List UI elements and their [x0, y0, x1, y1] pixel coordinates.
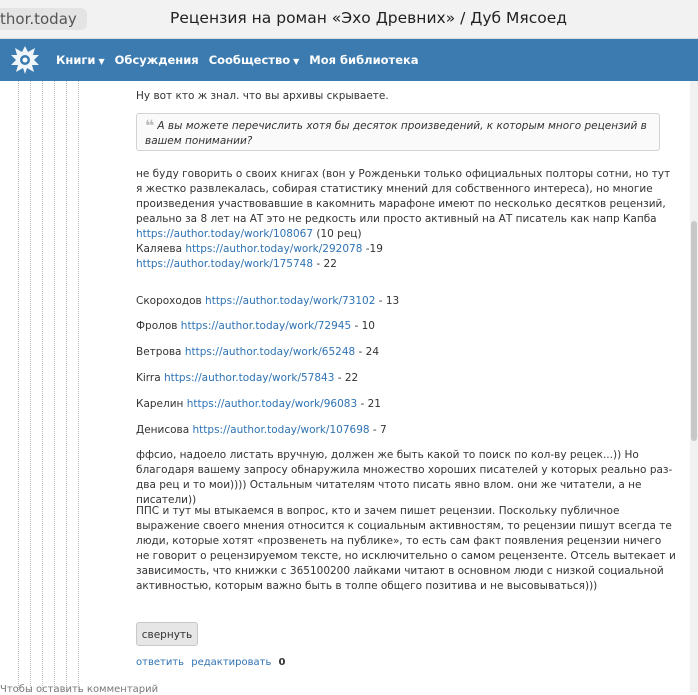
comment-intro: Ну вот кто ж знал. что вы архивы скрываете. [136, 90, 389, 102]
author-name: Ветрова [136, 346, 182, 358]
review-count: (10 рец) [316, 228, 362, 240]
author-name: Kirra [136, 372, 161, 384]
paragraph-2: ффсио, надоело листать вручную, должен же быть какой то поиск по кол-ву рецек...)) Но благодаря вашему запросу обнаружила множество хороших писателей у которых реально раз-два рец и то мои)))) Остальным читателям чтото писать явно влом. они же читатели, а не писатели)) [136, 449, 673, 506]
entry-line [136, 371, 676, 386]
chevron-down-icon: ▼ [293, 57, 300, 66]
thread-rail [66, 81, 67, 692]
reply-link[interactable]: ответить [136, 657, 185, 668]
work-link[interactable]: https://author.today/work/292078 [185, 243, 363, 255]
work-link[interactable]: https://author.today/work/107698 [192, 424, 370, 436]
browser-titlebar [0, 0, 698, 39]
review-count: - 13 [378, 295, 400, 307]
entry-line [136, 294, 676, 309]
author-name: Фролов [136, 320, 178, 332]
paragraph-text: не буду говорить о своих книгах (вон у Рожденьки только официальных полторы сотни, но тут я жестко развлекалась, собирая статистику мнений для собственного интереса), но многие произведения участвовавшие в какомнить марафоне имеют по несколько десятков рецензий, реально за 8 лет на АТ это не редкость или просто активный на АТ писатель как напр Капба [136, 168, 671, 225]
work-link[interactable]: https://author.today/work/72945 [180, 320, 352, 332]
author-name: Каляева [136, 243, 182, 255]
entry-line [136, 345, 676, 360]
review-count: - 10 [354, 320, 375, 332]
paragraph-1 [136, 167, 676, 272]
scrollbar-thumb[interactable] [691, 221, 697, 441]
nav-label: Обсуждения [114, 53, 199, 67]
nav-item-books[interactable] [56, 53, 105, 67]
work-link[interactable]: https://author.today/work/175748 [136, 258, 314, 270]
work-link[interactable]: https://author.today/work/108067 [136, 228, 314, 240]
review-count: - 22 [337, 372, 359, 384]
page-scrollbar[interactable] [690, 81, 698, 692]
quote-block [136, 113, 660, 151]
thread-rail [54, 81, 55, 692]
like-count: 0 [278, 657, 286, 668]
nav-item-discussions[interactable] [115, 53, 199, 67]
thread-rail [18, 81, 19, 692]
review-count: - 7 [372, 424, 387, 436]
url-text: thor.today [0, 10, 77, 28]
review-count: -19 [365, 243, 383, 255]
thread-rail [30, 81, 31, 692]
thread-rail [42, 81, 43, 692]
entry-line [136, 319, 676, 334]
nav-label: Моя библиотека [309, 53, 419, 67]
chevron-down-icon: ▼ [98, 57, 105, 66]
edit-link[interactable]: редактировать [191, 657, 272, 668]
work-link[interactable]: https://author.today/work/96083 [186, 398, 358, 410]
entry-line [136, 397, 676, 412]
comment-actions [136, 655, 286, 670]
thread-rail [78, 81, 79, 692]
review-count: - 24 [358, 346, 380, 358]
author-name: Денисова [136, 424, 190, 436]
bottom-partial-text: Чтобы оставить комментарий [0, 684, 159, 695]
author-name: Карелин [136, 398, 184, 410]
url-tab[interactable] [0, 8, 87, 30]
nav-item-community[interactable] [209, 53, 300, 67]
collapse-button[interactable]: свернуть [136, 622, 198, 646]
site-logo-icon[interactable] [8, 43, 42, 77]
work-link[interactable]: https://author.today/work/73102 [205, 295, 376, 307]
paragraph-3: ППС и тут мы втыкаемся в вопрос, кто и зачем пишет рецензии. Поскольку публичное выражение своего мнения относится к социальным активностям, то рецензии пишут всегда те люди, которые хотят «прозвенеть на публике», то есть сам факт появления рецензии ничего не говорит о рецензируемом тексте, но исключительно о самом рецензенте. Отсель вытекает и зависимость, что книжки с 365100200 лайками читают в основном люди с низкой социальной активностью, которым важно быть в толпе общего позитива и не высовываться))) [136, 505, 676, 592]
nav-menu [56, 39, 419, 81]
quote-text: А вы можете перечислить хотя бы десяток произведений, к которым много рецензий в вашем понимании? [145, 120, 647, 147]
work-link[interactable]: https://author.today/work/57843 [164, 372, 335, 384]
work-link[interactable]: https://author.today/work/65248 [184, 346, 356, 358]
nav-label: Сообщество [208, 53, 291, 67]
nav-label: Книги [56, 53, 96, 67]
entry-line [136, 423, 676, 438]
quote-icon: ❝ [145, 116, 155, 135]
review-count: - 21 [360, 398, 381, 410]
nav-item-my-library[interactable] [309, 53, 418, 67]
top-navbar [0, 39, 698, 81]
window-title: Рецензия на роман «Эхо Древних» / Дуб Мясоед [170, 9, 567, 27]
review-count: - 22 [316, 258, 337, 270]
author-name: Скороходов [136, 295, 202, 307]
